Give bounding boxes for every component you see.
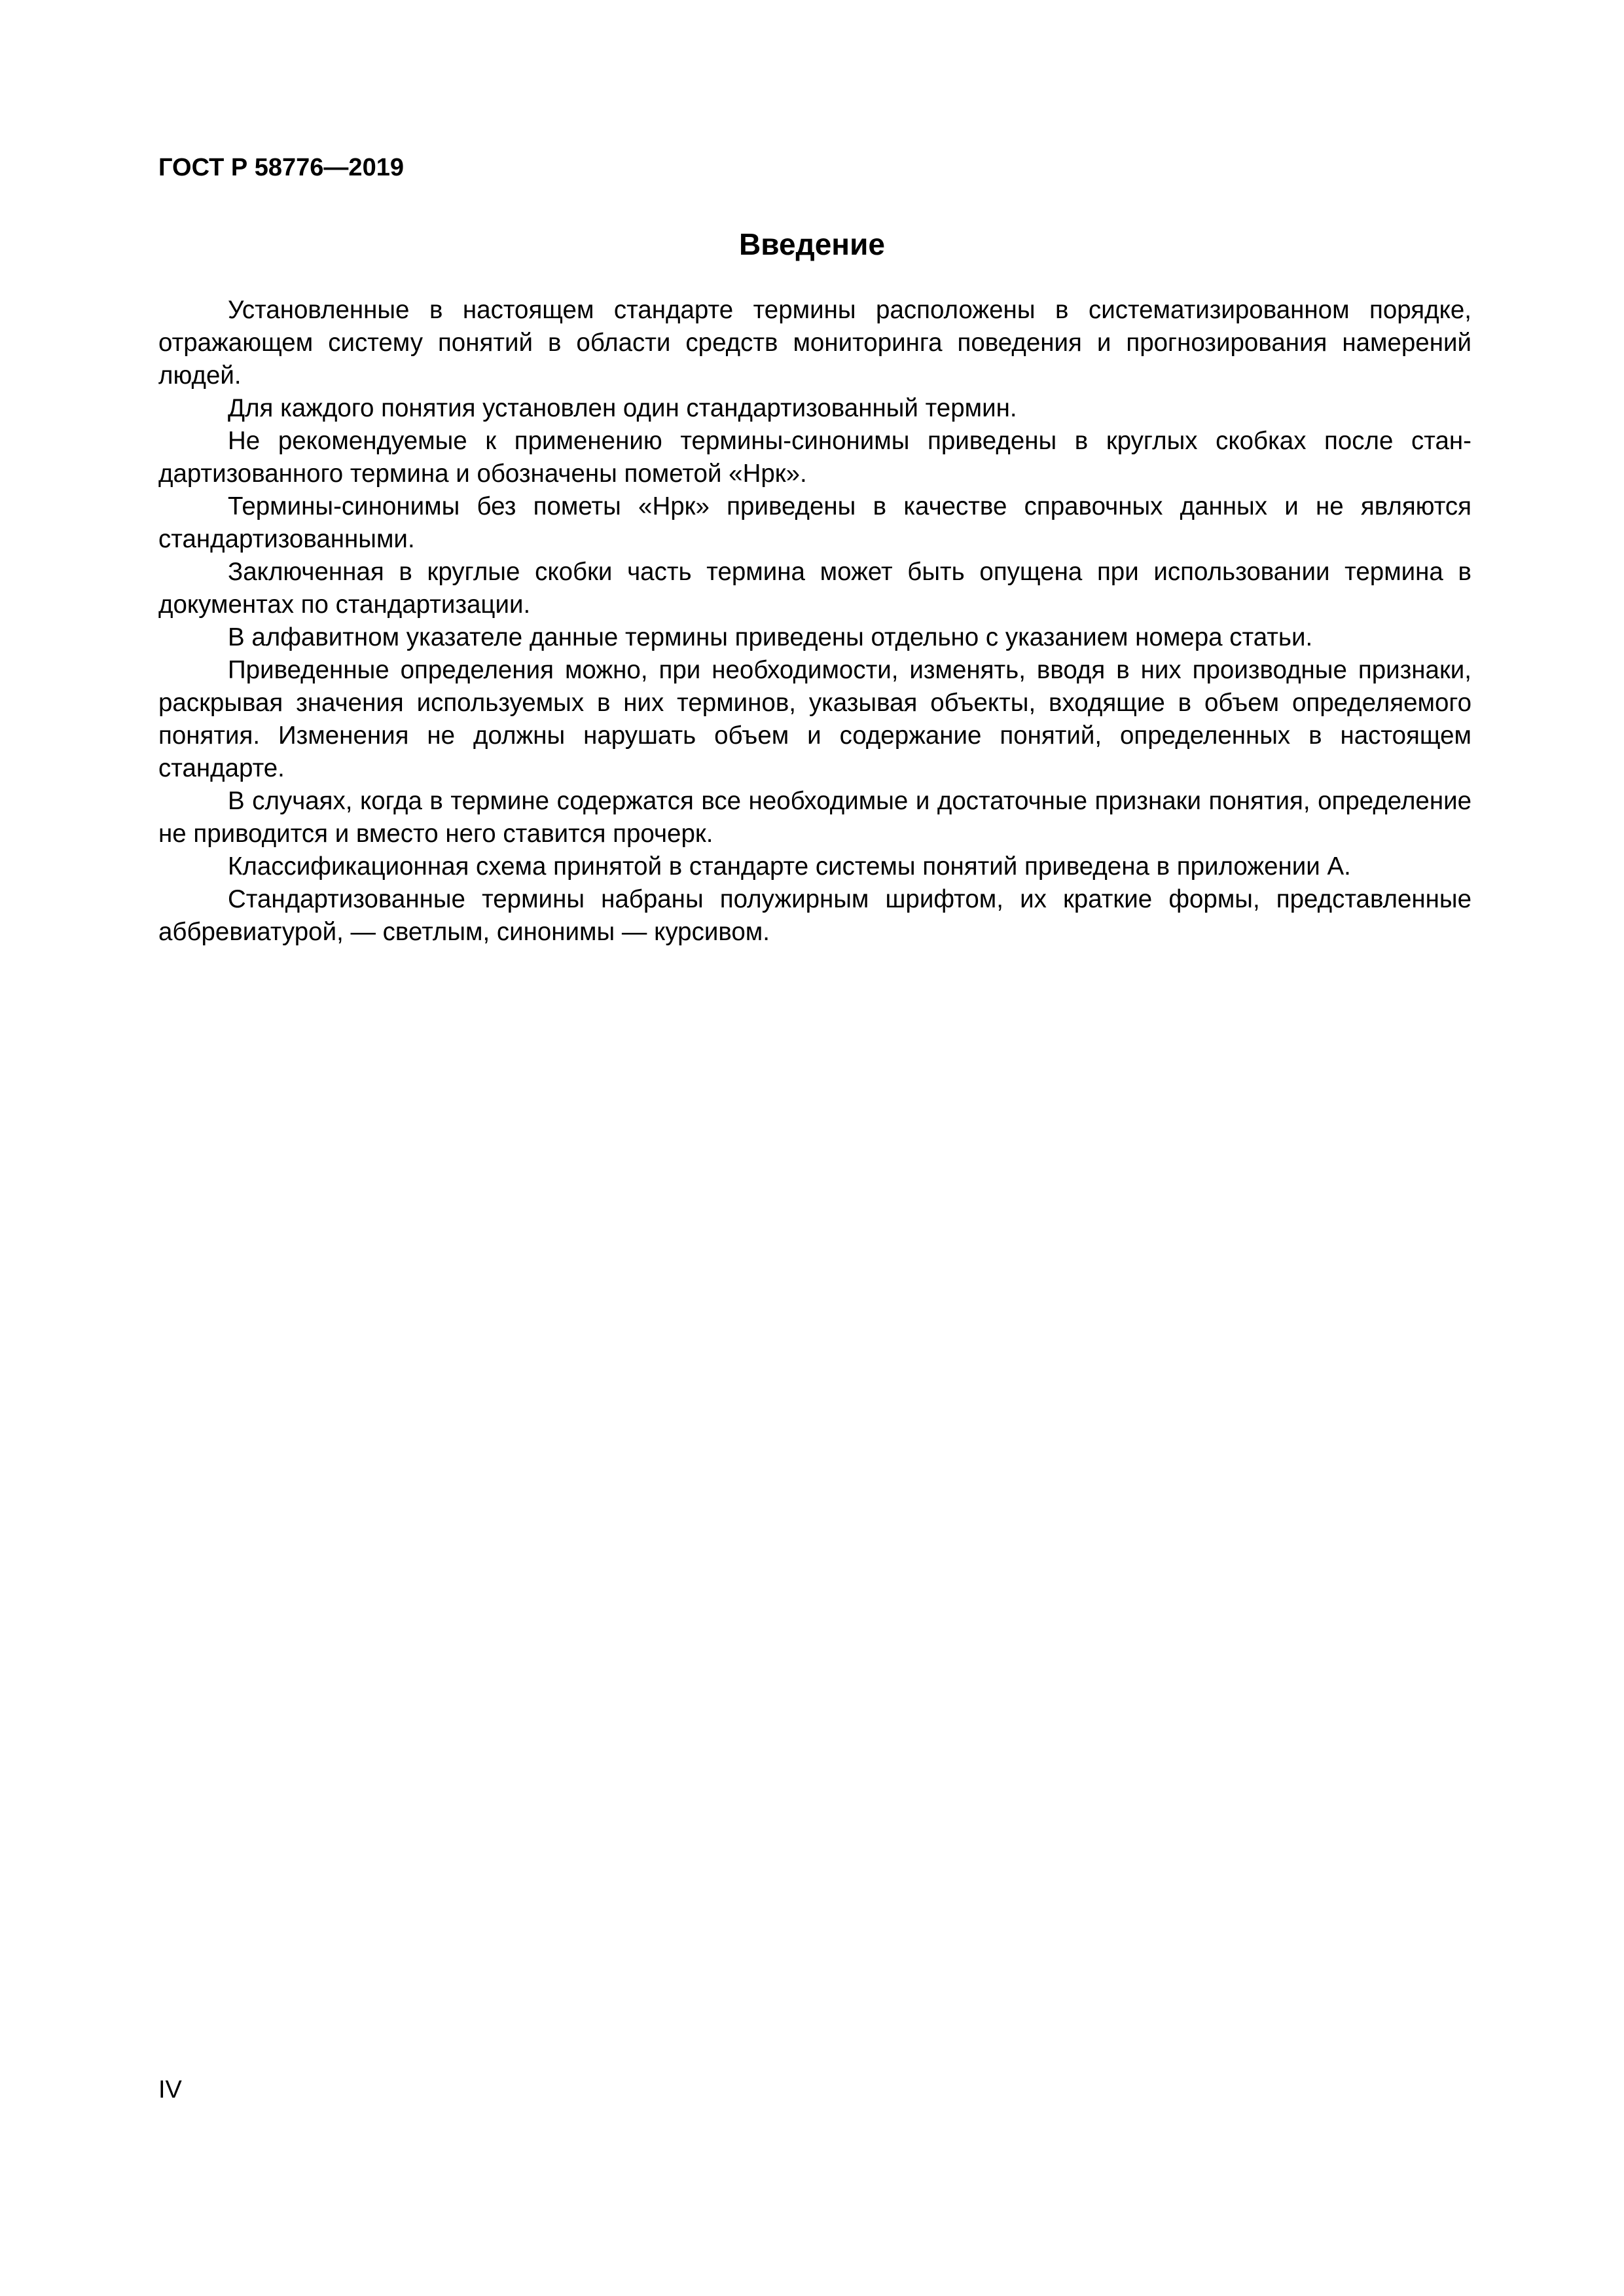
paragraph-5: Заключенная в круглые скобки часть термина может быть опущена при использовании термина в документах по стандартизации. bbox=[158, 558, 1471, 619]
paragraph-8: В случаях, когда в термине содержатся все необходимые и достаточные признаки понятия, определение не приводится и вместо него ставится прочерк. bbox=[158, 787, 1471, 848]
paragraph-10: Стандартизованные термины набраны полужирным шрифтом, их краткие формы, представленные аббревиатурой, — светлым, синонимы — курсивом. bbox=[158, 885, 1471, 946]
paragraph-4: Термины-синонимы без пометы «Нрк» приведены в качестве справочных данных и не являются стандартизованными. bbox=[158, 492, 1471, 553]
paragraph-6: В алфавитном указателе данные термины приведены отдельно с указанием номера статьи. bbox=[228, 623, 1313, 651]
paragraph-9: Классификационная схема принятой в стандарте системы понятий приведена в приложении А. bbox=[228, 852, 1351, 881]
paragraph-7: Приведенные определения можно, при необходимости, изменять, вводя в них производные признаки, раскрывая значения используемых в них терминов, указывая объекты, входящие в объем определяемого понятия. Изменения не должны нарушать объем и содержание понятий, определенных в настоящем стандарте. bbox=[158, 656, 1471, 782]
section-title: Введение bbox=[739, 227, 885, 261]
standard-code-header: ГОСТ Р 58776—2019 bbox=[158, 154, 404, 181]
paragraph-1: Установленные в настоящем стандарте термины расположены в систематизированном порядке, отражающем систему понятий в области средств мониторинга поведения и прогнозирования намерений людей. bbox=[158, 296, 1471, 390]
paragraph-3: Не рекомендуемые к применению термины-синонимы приведены в круглых скобках после стандартизованного термина и обозначены пометой «Нрк». bbox=[158, 427, 1471, 488]
paragraph-2: Для каждого понятия установлен один стандартизованный термин. bbox=[228, 394, 1017, 422]
introduction-body bbox=[158, 294, 1471, 949]
page-number: IV bbox=[158, 2076, 182, 2104]
